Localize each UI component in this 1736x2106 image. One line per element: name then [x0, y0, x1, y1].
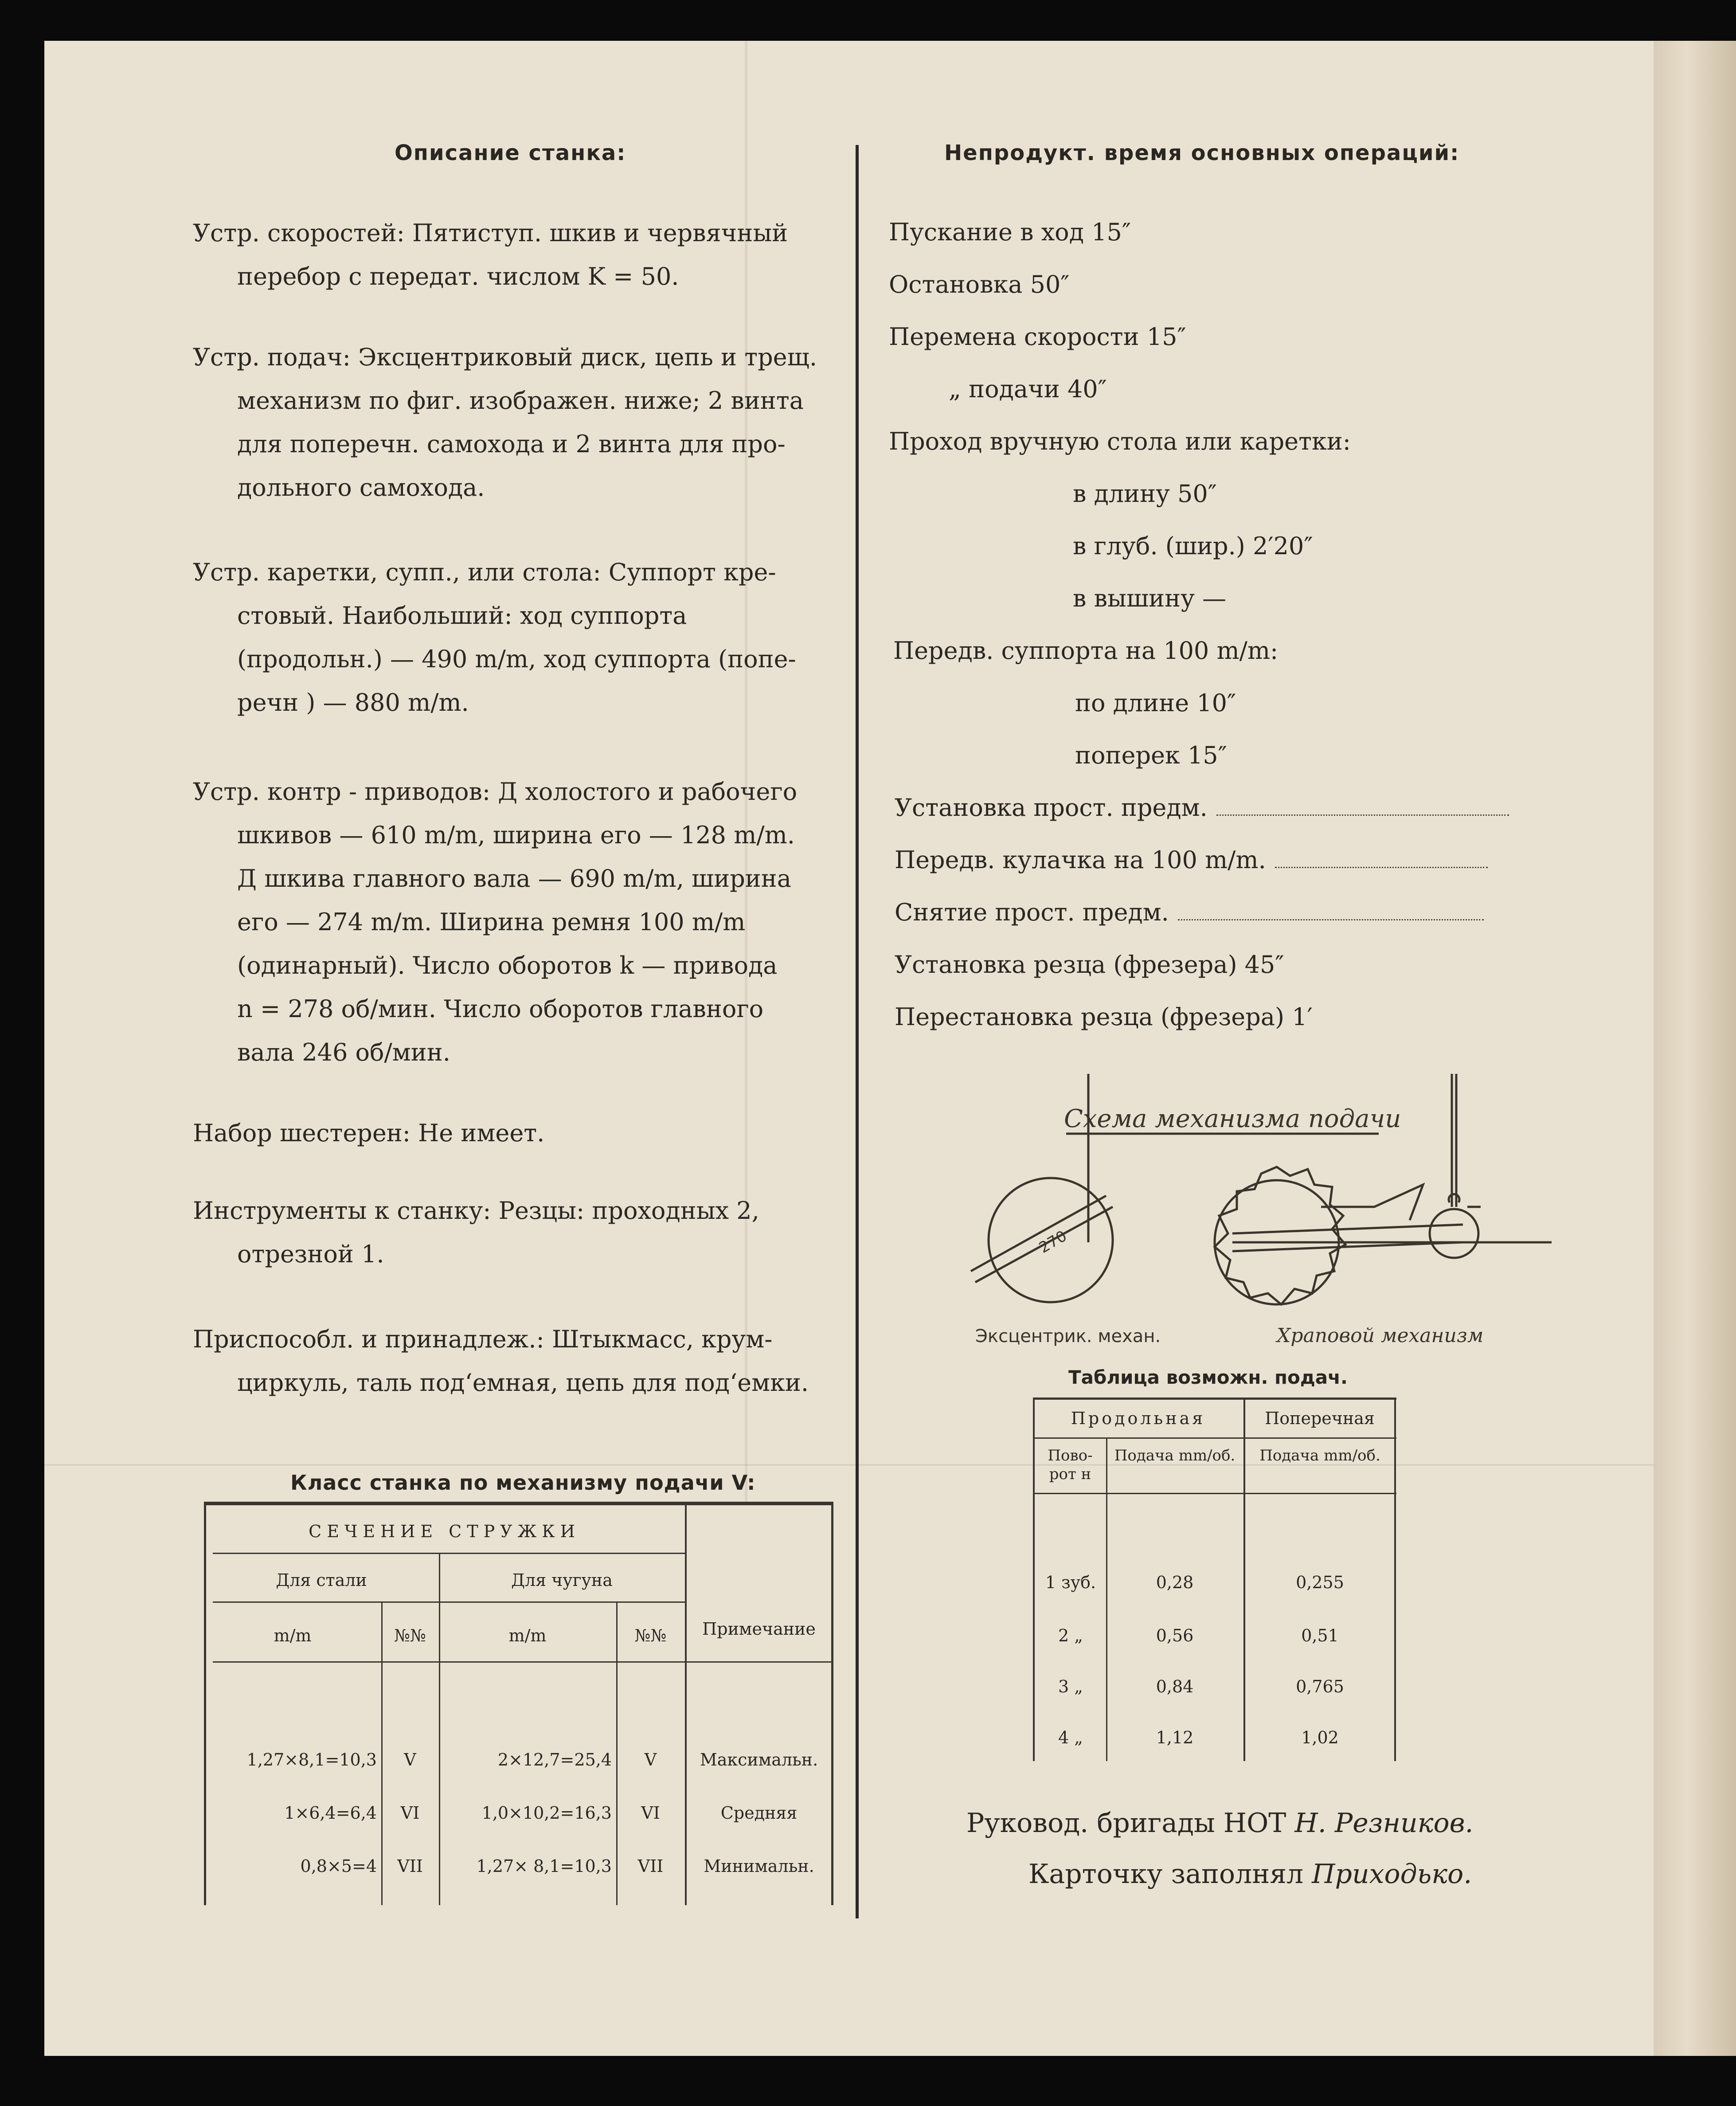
carriage-paragraph: [193, 551, 831, 724]
time-line: Передв. суппорта на 100 m/m:: [893, 637, 1279, 665]
steel-value: 0,8×5=4: [300, 1856, 377, 1876]
tools-paragraph: [193, 1189, 831, 1276]
signature-name: Приходько.: [1312, 1859, 1472, 1890]
eccentric-diameter: [971, 1196, 1106, 1271]
group-header: СЕЧЕНИЕ СТРУЖКИ: [309, 1522, 580, 1541]
time-line: Перестановка резца (фрезера) 1′: [895, 1003, 1313, 1031]
machine-description-heading: Описание станка:: [395, 141, 626, 165]
note-value: Средняя: [720, 1803, 798, 1823]
iron-class: VI: [641, 1803, 660, 1823]
para-line: речн ) — 880 m/m.: [237, 689, 469, 716]
countershaft-paragraph: [193, 770, 831, 1074]
time-label: Снятие прост. предм.: [895, 898, 1169, 926]
trans-feed: 0,255: [1296, 1573, 1344, 1592]
note-header: Примечание: [702, 1619, 816, 1639]
signature-label: Карточку заполнял: [1028, 1859, 1304, 1890]
para-line: Инструменты к станку: Резцы: проходных 2,: [193, 1197, 759, 1225]
iron-class: V: [644, 1750, 657, 1769]
steel-value: 1,27×8,1=10,3: [246, 1750, 377, 1769]
long-feed: 0,28: [1156, 1573, 1194, 1592]
time-line: „ подачи 40″: [949, 375, 1107, 403]
para-line: для поперечн. самохода и 2 винта для про-: [237, 430, 786, 458]
para-line: Приспособл. и принадлеж.: Штыкмасс, крум-: [193, 1325, 773, 1353]
table-rule: [1033, 1397, 1396, 1400]
unit-header: m/m: [508, 1626, 547, 1645]
signature-label: Руковод. бригады НОТ: [966, 1808, 1286, 1839]
table-rule: [213, 1661, 831, 1663]
time-label: Передв. кулачка на 100 m/m.: [895, 846, 1266, 874]
trans-feed: 0,765: [1296, 1677, 1344, 1696]
adjacent-page-edge: [1654, 41, 1736, 2056]
feed-header: Подача mm/об.: [1259, 1447, 1380, 1464]
time-line-dotted: [895, 898, 1484, 926]
para-line: Д шкива главного вала — 690 m/m, ширина: [237, 865, 791, 893]
time-line-dotted: [895, 846, 1488, 874]
time-line: Перемена скорости 15″: [889, 323, 1186, 351]
time-line: Проход вручную стола или каретки:: [889, 427, 1351, 455]
time-line: в глуб. (шир.) 2′20″: [1073, 532, 1313, 560]
cast-iron-header: Для чугуна: [511, 1570, 613, 1590]
gears-paragraph: [193, 1112, 831, 1155]
steel-class: V: [404, 1750, 416, 1769]
time-line: Пускание в ход 15″: [889, 218, 1131, 246]
para-line: Устр. скоростей: Пятиступ. шкив и червячный: [193, 219, 788, 247]
long-feed: 0,56: [1156, 1626, 1194, 1645]
para-line: Устр. контр - приводов: Д холостого и рабочего: [193, 778, 798, 806]
table-rule: [831, 1502, 833, 1905]
brigade-leader-line: [966, 1808, 1474, 1839]
turn-value: 3 „: [1058, 1677, 1083, 1696]
column-divider: [856, 145, 859, 1918]
speeds-paragraph: [193, 211, 831, 298]
para-line: механизм по фиг. изображен. ниже; 2 винта: [237, 387, 804, 415]
steel-header: Для стали: [276, 1570, 367, 1590]
trans-feed: 0,51: [1301, 1626, 1339, 1645]
steel-value: 1×6,4=6,4: [284, 1803, 377, 1823]
ratchet-teeth: [1215, 1167, 1345, 1304]
diagram-title: Схема механизма подачи: [1064, 1104, 1401, 1133]
longitudinal-header: Продольная: [1071, 1409, 1206, 1428]
long-feed: 1,12: [1156, 1728, 1194, 1747]
time-line: по длине 10″: [1075, 689, 1236, 717]
iron-value: 2×12,7=25,4: [497, 1750, 612, 1769]
table-rule: [1033, 1493, 1396, 1494]
note-value: Минимальн.: [704, 1856, 814, 1876]
possible-feeds-table: [1033, 1397, 1396, 1761]
time-line: Установка резца (фрезера) 45″: [895, 951, 1284, 979]
fill-dots: [1178, 915, 1484, 920]
para-line: шкивов — 610 m/m, ширина его — 128 m/m.: [237, 821, 795, 849]
para-line: Набор шестерен: Не имеет.: [193, 1119, 545, 1147]
turn-value: 4 „: [1058, 1728, 1083, 1747]
pawl-lever: [1321, 1185, 1423, 1220]
filled-by-line: [1028, 1859, 1472, 1890]
para-line: (одинарный). Число оборотов k — привода: [237, 951, 778, 979]
num-header: №№: [634, 1626, 667, 1645]
signature-name: Н. Резников.: [1294, 1808, 1474, 1839]
table-rule: [204, 1502, 833, 1505]
table-rule: [213, 1553, 685, 1554]
nonproductive-time-heading: Непродукт. время основных операций:: [944, 141, 1460, 165]
iron-value: 1,0×10,2=16,3: [481, 1803, 612, 1823]
feed-mechanism-diagram: [931, 1074, 1596, 1358]
crank-disc: [1430, 1209, 1478, 1258]
turn-value: 2 „: [1058, 1626, 1083, 1645]
num-header: №№: [394, 1626, 426, 1645]
transverse-header: Поперечная: [1265, 1409, 1375, 1428]
feed-header: Подача mm/об.: [1114, 1447, 1236, 1464]
para-line: n = 278 об/мин. Число оборотов главного: [237, 995, 764, 1023]
iron-value: 1,27× 8,1=10,3: [476, 1856, 612, 1876]
table-rule: [1106, 1437, 1107, 1761]
ratchet-caption: Храповой механизм: [1277, 1324, 1484, 1347]
table-rule: [439, 1553, 440, 1905]
feeds-paragraph: [193, 336, 831, 509]
para-line: стовый. Наибольший: ход суппорта: [237, 602, 687, 630]
time-line: поперек 15″: [1075, 741, 1227, 769]
time-line: в вышину —: [1073, 584, 1227, 612]
steel-class: VI: [400, 1803, 420, 1823]
unit-header: m/m: [274, 1626, 312, 1645]
table-rule: [213, 1601, 685, 1603]
fill-dots: [1275, 862, 1488, 868]
feeds-table-caption: Таблица возможн. подач.: [1068, 1366, 1348, 1388]
para-line: вала 246 об/мин.: [237, 1038, 450, 1066]
time-label: Установка прост. предм.: [895, 794, 1208, 822]
table-rule: [1243, 1397, 1245, 1761]
para-line: перебор с передат. числом K = 50.: [237, 262, 679, 290]
time-line: Остановка 50″: [889, 270, 1070, 298]
steel-class: VII: [397, 1856, 423, 1876]
diameter-label: 270: [1036, 1227, 1070, 1257]
long-feed: 0,84: [1156, 1677, 1194, 1696]
eccentric-caption: Эксцентрик. механ.: [975, 1326, 1161, 1347]
para-line: (продольн.) — 490 m/m, ход суппорта (попе-: [237, 645, 796, 673]
pawl-arm: [1232, 1225, 1463, 1233]
fill-dots: [1216, 810, 1509, 816]
para-line: циркуль, таль под‘емная, цепь для под‘емки.: [237, 1369, 809, 1397]
table-rule: [1033, 1437, 1396, 1439]
para-line: отрезной 1.: [237, 1240, 384, 1268]
crank-hook: [1449, 1194, 1459, 1202]
turn-header: Пово-рот н: [1048, 1447, 1093, 1483]
chip-section-table: [204, 1502, 833, 1905]
note-value: Максимальн.: [700, 1750, 818, 1769]
accessories-paragraph: [193, 1318, 831, 1405]
para-line: его — 274 m/m. Ширина ремня 100 m/m: [237, 908, 746, 936]
horizontal-fold: [44, 1464, 1654, 1466]
table-rule: [685, 1502, 687, 1905]
iron-class: VII: [637, 1856, 664, 1876]
trans-feed: 1,02: [1301, 1728, 1339, 1747]
time-line-dotted: [895, 794, 1509, 822]
class-table-caption: Класс станка по механизму подачи V:: [290, 1471, 756, 1495]
pawl-arm: [1232, 1242, 1463, 1251]
table-rule: [204, 1502, 206, 1905]
turn-value: 1 зуб.: [1045, 1573, 1096, 1592]
para-line: Устр. подач: Эксцентриковый диск, цепь и трещ.: [193, 343, 817, 371]
table-rule: [1394, 1397, 1396, 1761]
time-line: в длину 50″: [1073, 480, 1217, 508]
para-line: Устр. каретки, супп., или стола: Суппорт кре-: [193, 558, 776, 586]
document-page: [44, 41, 1654, 2056]
para-line: дольного самохода.: [237, 474, 485, 501]
